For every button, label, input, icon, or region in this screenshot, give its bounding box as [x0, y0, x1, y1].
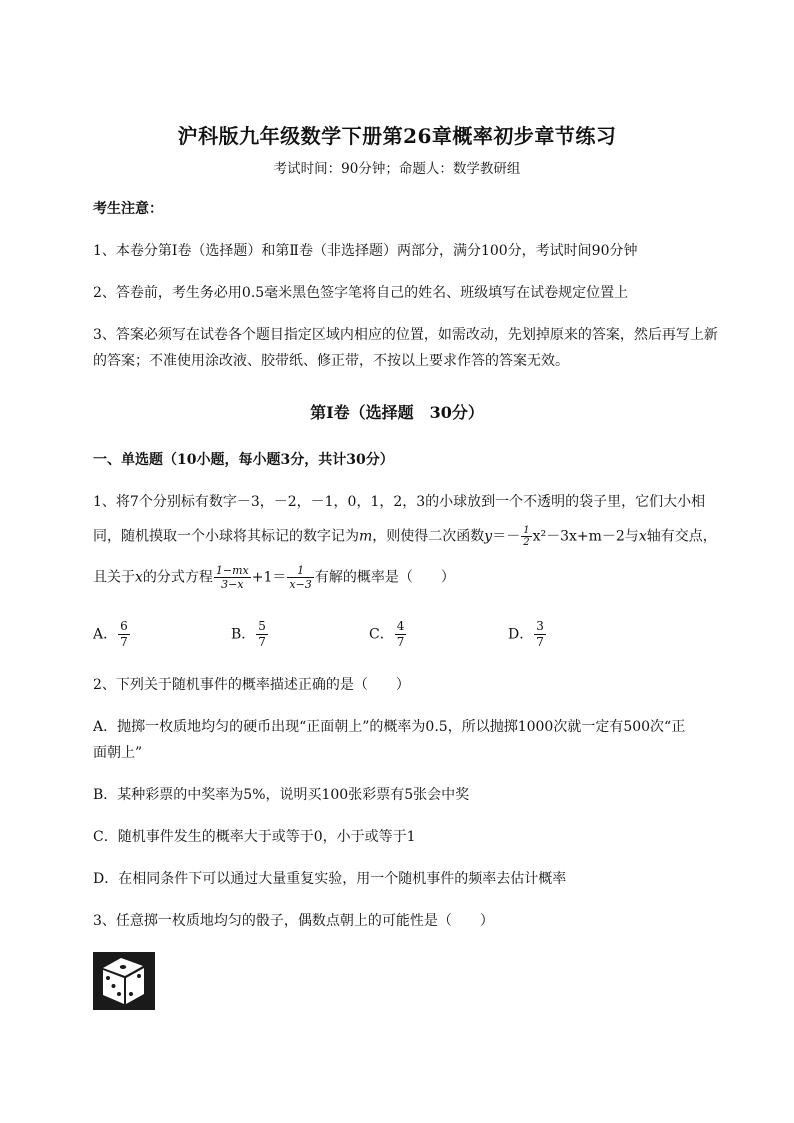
option-label: A．: [93, 626, 118, 643]
fraction-numerator: 5: [258, 619, 266, 633]
notice-item-3-line2: 的答案；不准使用涂改液、胶带纸、修正带，不按以上要求作答的答案无效。: [93, 353, 569, 369]
option-fraction: [118, 619, 130, 650]
fraction-numerator: 6: [120, 619, 128, 633]
q1-fraction-half: [521, 525, 531, 548]
q2-option-d[interactable]: D．在相同条件下可以通过大量重复实验，用一个随机事件的频率去估计概率: [93, 871, 567, 887]
option-label: B．: [231, 626, 256, 643]
q1-fraction-2: [287, 564, 313, 591]
part-heading: 一、单选题（10小题，每小题3分，共计30分）: [93, 452, 394, 468]
q2-option-a-line1[interactable]: A．抛掷一枚质地均匀的硬币出现“正面朝上”的概率为0.5，所以抛掷1000次就一定有500次“正: [93, 719, 686, 735]
q2-stem: 2、下列关于随机事件的概率描述正确的是（ ）: [93, 677, 410, 693]
option-fraction: [395, 619, 407, 650]
fraction-denominator: 2: [523, 537, 530, 548]
q1-line2: [93, 525, 717, 548]
section-title: 第I卷（选择题 30分）: [310, 403, 484, 422]
notice-heading: 考生注意：: [93, 201, 163, 217]
q1-var-x: x: [135, 569, 143, 586]
q1-var-m: m: [359, 528, 373, 545]
q1-fraction-1: [214, 564, 251, 591]
fraction-numerator: 4: [396, 619, 405, 633]
notice-item-3-line1: 3、答案必须写在试卷各个题目指定区域内相应的位置，如需改动，先划掉原来的答案，然后再写上新: [93, 327, 718, 343]
q2-option-a-line2[interactable]: 面朝上”: [93, 745, 143, 761]
q1-text: 同，随机摸取一个小球将其标记的数字记为: [93, 528, 359, 545]
q2-option-c[interactable]: C．随机事件发生的概率大于或等于0，小于或等于1: [93, 829, 416, 845]
notice-item-1: 1、本卷分第I卷（选择题）和第Ⅱ卷（非选择题）两部分，满分100分，考试时间90分钟: [93, 243, 638, 259]
q1-text: 有解的概率是（ ）: [314, 569, 455, 586]
exam-info: 考试时间：90分钟；命题人：数学教研组: [273, 161, 521, 177]
q1-option-c[interactable]: [369, 619, 407, 650]
option-label: D．: [508, 626, 534, 643]
q1-option-a[interactable]: [93, 619, 131, 650]
option-label: C．: [369, 626, 394, 643]
fraction-denominator: 7: [120, 635, 128, 649]
q1-text: 的分式方程: [142, 569, 213, 586]
option-fraction: [534, 619, 546, 650]
q1-text: 轴有交点，: [646, 528, 717, 545]
option-fraction: [256, 619, 268, 650]
fraction-denominator: 7: [258, 635, 266, 649]
q1-line3: [93, 564, 455, 591]
fraction-numerator: 1: [523, 525, 530, 536]
fraction-numerator: 3: [536, 619, 544, 633]
notice-item-2: 2、答卷前，考生务必用0.5毫米黑色签字笔将自己的姓名、班级填写在试卷规定位置上: [93, 285, 629, 301]
q1-text: +1＝: [251, 569, 287, 586]
q1-text: ＝－: [492, 528, 521, 545]
fraction-denominator: x−3: [289, 578, 312, 591]
fraction-numerator: 1: [287, 564, 313, 578]
q3-stem: 3、任意掷一枚质地均匀的骰子，偶数点朝上的可能性是（ ）: [93, 913, 494, 929]
fraction-numerator: 1−mx: [215, 564, 249, 577]
q2-option-b[interactable]: B．某种彩票的中奖率为5%，说明买100张彩票有5张会中奖: [93, 787, 470, 803]
q1-text: ，则使得二次函数: [372, 528, 485, 545]
dice-icon: [93, 952, 155, 1010]
q1-option-b[interactable]: [231, 619, 269, 650]
q1-text: 且关于: [93, 569, 135, 586]
q1-line1: 1、将7个分别标有数字－3，－2，－1，0，1，2，3的小球放到一个不透明的袋子里，它们大小相: [93, 494, 706, 510]
q1-option-d[interactable]: [508, 619, 547, 650]
q1-var-x: x: [638, 528, 647, 545]
fraction-denominator: 7: [396, 635, 405, 649]
page-title: 沪科版九年级数学下册第26章概率初步章节练习: [177, 124, 617, 148]
q1-text: x²－3x+m－2与: [532, 528, 639, 545]
fraction-denominator: 3−x: [221, 578, 244, 591]
fraction-denominator: 7: [536, 635, 544, 649]
q1-var-y: y: [484, 528, 493, 545]
